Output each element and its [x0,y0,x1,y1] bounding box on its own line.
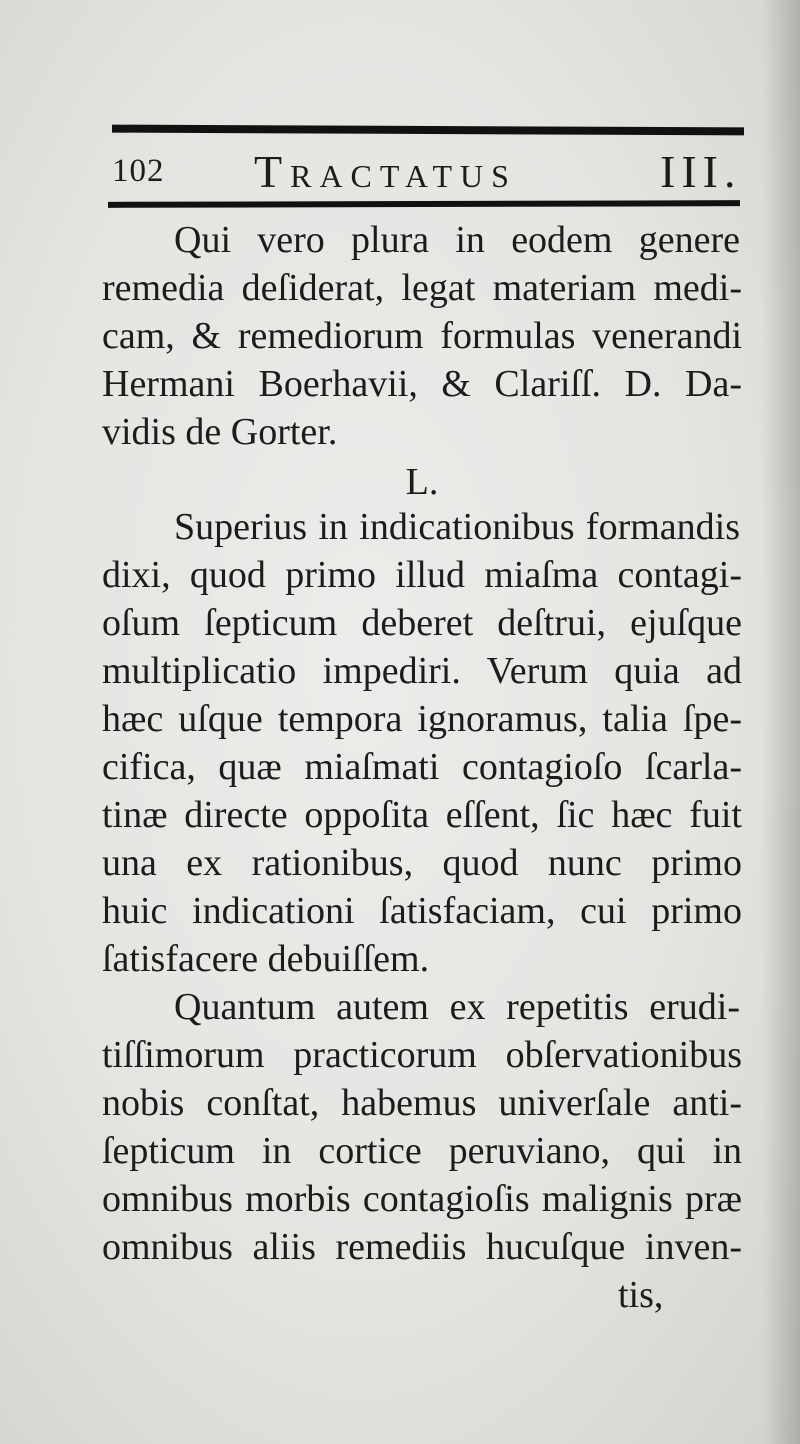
text-line: huic indicationi ſatisfaciam, cui primo [102,890,742,932]
header-rule-top [112,125,744,136]
text-line: multiplicatio impediri. Verum quia ad [102,650,742,692]
text-line: ſepticum in cortice peruviano, qui in [102,1130,742,1172]
text-line: nobis conſtat, habemus univerſale anti- [102,1082,742,1124]
page-edge-shadow [762,0,800,1444]
text-line: una ex rationibus, quod nunc primo [102,842,742,884]
text-line: cam, & remediorum formulas venerandi [102,315,742,357]
text-line: dixi, quod primo illud miaſma contagi- [102,554,742,596]
text-line: Quantum autem ex repetitis erudi- [174,986,740,1028]
page-number: 102 [112,153,165,189]
text-line: Hermani Boerhavii, & Clariſſ. D. Da- [102,363,742,405]
header-rule-bottom [108,200,740,208]
catchword: tis, [618,1274,664,1316]
text-line: hæc uſque tempora ignoramus, talia ſpe- [102,698,742,740]
running-title: Tractatus [254,146,517,197]
text-line: Qui vero plura in eodem genere [174,219,740,261]
text-line: cifica, quæ miaſmati contagioſo ſcarla- [102,746,742,788]
text-line: omnibus morbis contagioſis malignis præ [102,1178,742,1220]
text-line: omnibus aliis remediis hucuſque inven- [102,1226,742,1268]
text-line: ſatisfacere debuiſſem. [102,938,430,980]
text-line: tiſſimorum practicorum obſervationibus [102,1034,742,1076]
section-heading: L. [405,461,439,503]
text-line: Superius in indicationibus formandis [174,506,740,548]
text-line: tinæ directe oppoſita eſſent, ſic hæc fuit [102,794,742,836]
text-line: vidis de Gorter. [102,411,338,453]
text-line: remedia deſiderat, legat materiam medi- [102,267,742,309]
text-line: oſum ſepticum deberet deſtrui, ejuſque [102,602,742,644]
running-header [112,145,742,195]
chapter-numeral: III. [660,146,742,197]
